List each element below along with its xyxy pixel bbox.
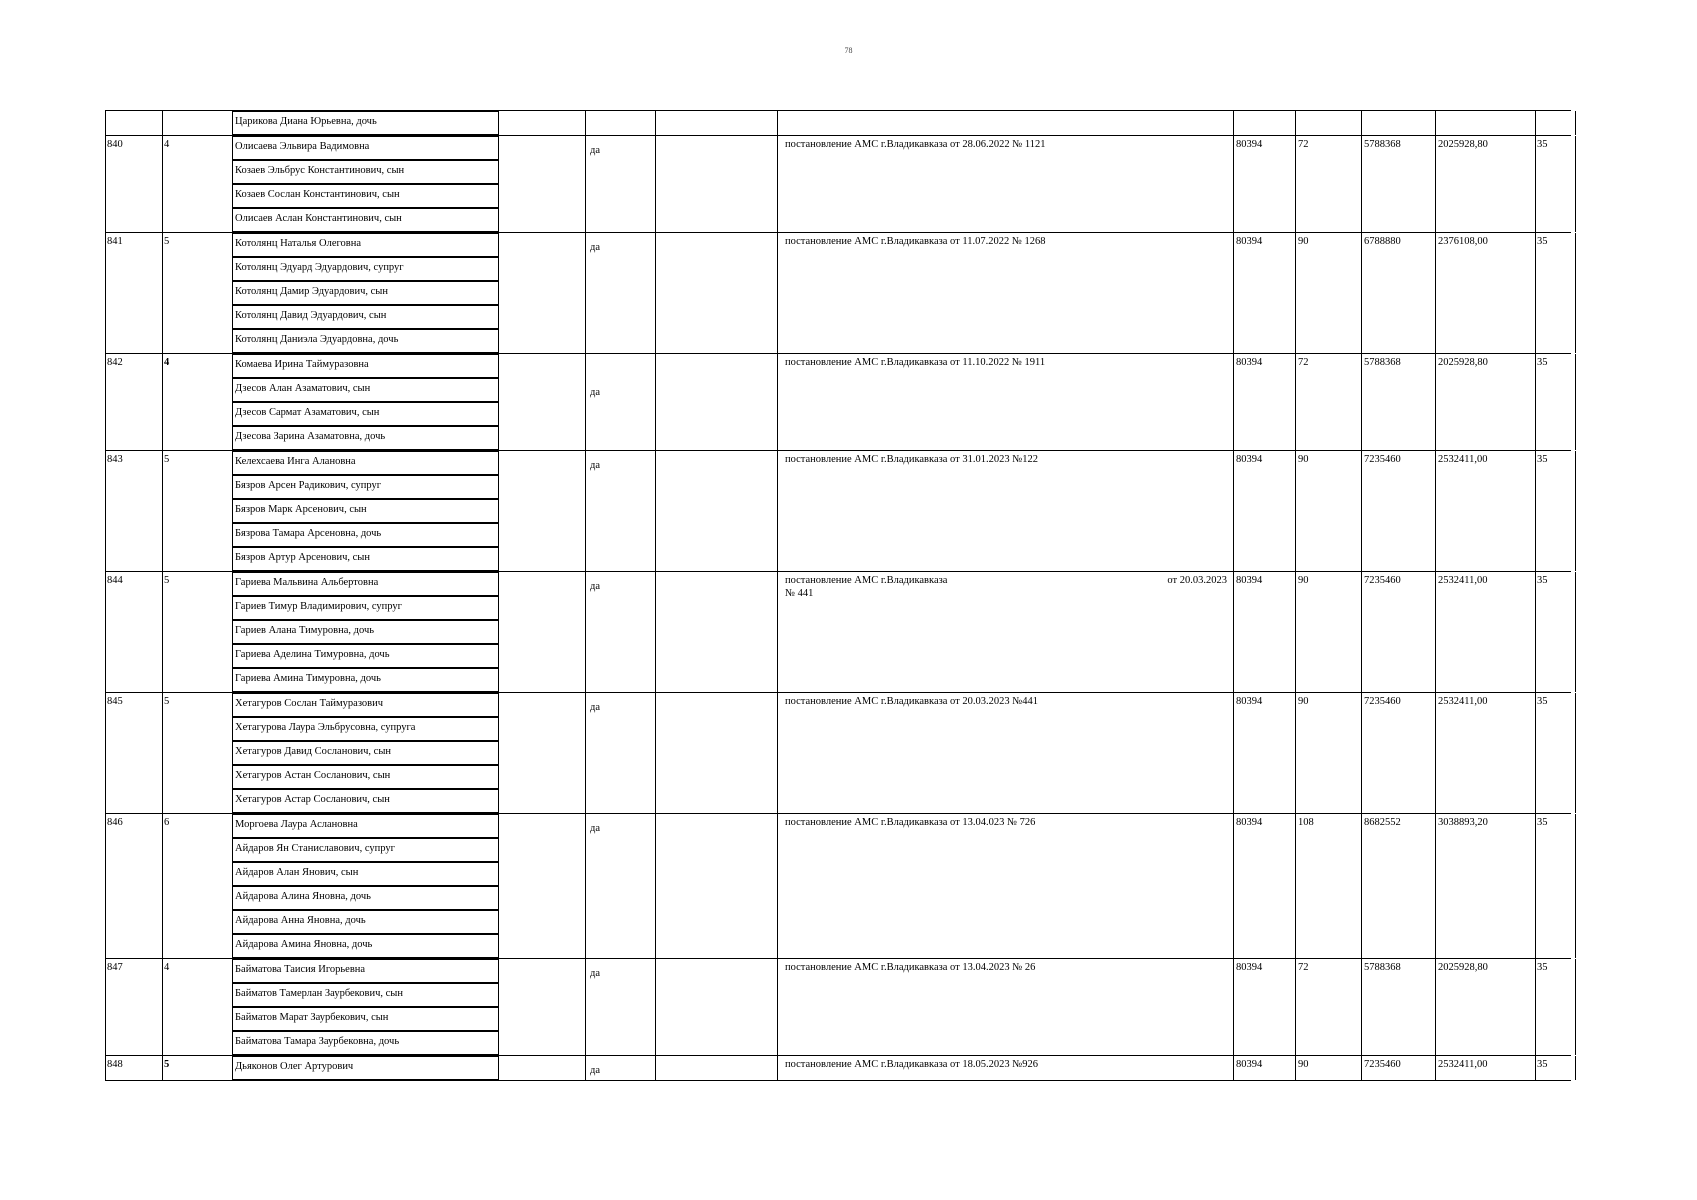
cadastral-code: 80394 — [1236, 1059, 1263, 1070]
area-sqm: 72 — [1298, 357, 1309, 368]
subsidy-amount: 2532411,00 — [1438, 696, 1488, 707]
eligibility-flag: да — [590, 145, 601, 156]
family-member: Байматов Тамерлан Заурбекович, сын — [232, 983, 499, 1007]
family-member: Байматова Тамара Заурбековна, дочь — [232, 1031, 499, 1055]
eligibility-flag: да — [590, 1065, 601, 1076]
row-number: 841 — [107, 236, 123, 247]
column-divider — [1435, 572, 1436, 692]
column-divider — [1435, 233, 1436, 353]
table-row — [105, 692, 1571, 813]
family-member: Дзесова Зарина Азаматовна, дочь — [232, 426, 499, 450]
total-cost: 5788368 — [1364, 357, 1401, 368]
column-divider — [1295, 572, 1296, 692]
family-member: Котолянц Наталья Олеговна — [232, 233, 499, 257]
area-sqm: 90 — [1298, 236, 1309, 247]
row-number: 845 — [107, 696, 123, 707]
column-divider — [1435, 693, 1436, 813]
family-member: Котолянц Эдуард Эдуардович, супруг — [232, 257, 499, 281]
family-size: 5 — [164, 236, 170, 247]
column-divider — [777, 451, 778, 571]
family-size: 4 — [164, 357, 170, 368]
family-size: 5 — [164, 696, 170, 707]
subsidy-amount: 2025928,80 — [1438, 962, 1488, 973]
cadastral-code: 80394 — [1236, 357, 1263, 368]
family-member: Комаева Ирина Таймуразовна — [232, 354, 499, 378]
column-divider — [777, 111, 778, 135]
row-number: 844 — [107, 575, 123, 586]
subsidy-amount: 2532411,00 — [1438, 1059, 1488, 1070]
column-divider — [105, 233, 106, 353]
column-divider — [1233, 959, 1234, 1055]
column-divider — [1435, 136, 1436, 232]
percent: 35 — [1537, 139, 1548, 150]
resolution-text — [785, 693, 1227, 708]
subsidy-amount: 2376108,00 — [1438, 236, 1488, 247]
family-member: Хетагуров Сослан Таймуразович — [232, 693, 499, 717]
column-divider — [1435, 451, 1436, 571]
eligibility-flag: да — [590, 242, 601, 253]
subsidy-amount: 2025928,80 — [1438, 357, 1488, 368]
total-cost: 8682552 — [1364, 817, 1401, 828]
column-divider — [1575, 1056, 1576, 1080]
subsidy-amount: 2532411,00 — [1438, 575, 1488, 586]
percent: 35 — [1537, 962, 1548, 973]
percent: 35 — [1537, 1059, 1548, 1070]
percent: 35 — [1537, 817, 1548, 828]
table-row — [105, 450, 1571, 571]
resolution-text — [785, 451, 1227, 466]
column-divider — [1361, 233, 1362, 353]
column-divider — [777, 693, 778, 813]
column-divider — [1575, 451, 1576, 571]
resolution-main: постановление АМС г.Владикавказа от 13.04.2023 № 26 — [785, 962, 1036, 973]
subsidy-amount: 2025928,80 — [1438, 139, 1488, 150]
family-member: Котолянц Дамир Эдуардович, сын — [232, 281, 499, 305]
column-divider — [1295, 959, 1296, 1055]
resolution-text — [785, 111, 1227, 113]
column-divider — [1575, 354, 1576, 450]
percent: 35 — [1537, 357, 1548, 368]
column-divider — [585, 111, 586, 135]
column-divider — [162, 1056, 163, 1080]
column-divider — [1535, 111, 1536, 135]
resolution-main: постановление АМС г.Владикавказа от 11.10.2022 № 1911 — [785, 357, 1046, 368]
area-sqm: 72 — [1298, 962, 1309, 973]
family-member: Хетагурова Лаура Эльбрусовна, супруга — [232, 717, 499, 741]
area-sqm: 90 — [1298, 696, 1309, 707]
family-member: Бязрова Тамара Арсеновна, дочь — [232, 523, 499, 547]
column-divider — [1535, 354, 1536, 450]
row-number: 846 — [107, 817, 123, 828]
column-divider — [1361, 572, 1362, 692]
resolution-text — [785, 814, 1227, 829]
family-member: Дзесов Алан Азаматович, сын — [232, 378, 499, 402]
eligibility-flag: да — [590, 823, 601, 834]
resolution-main: постановление АМС г.Владикавказа от 20.03.2023 №441 — [785, 696, 1039, 707]
total-cost: 5788368 — [1364, 962, 1401, 973]
column-divider — [777, 136, 778, 232]
column-divider — [1295, 354, 1296, 450]
family-member: Олисаев Аслан Константинович, сын — [232, 208, 499, 232]
table-row — [105, 958, 1571, 1055]
family-member: Хетагуров Давид Сосланович, сын — [232, 741, 499, 765]
column-divider — [1295, 693, 1296, 813]
family-member: Дзесов Сармат Азаматович, сын — [232, 402, 499, 426]
resolution-main: постановление АМС г.Владикавказа от 11.07.2022 № 1268 — [785, 236, 1046, 247]
column-divider — [777, 233, 778, 353]
family-member: Гариев Тимур Владимирович, супруг — [232, 596, 499, 620]
cadastral-code: 80394 — [1236, 575, 1263, 586]
column-divider — [655, 354, 656, 450]
table-row — [105, 1055, 1571, 1081]
column-divider — [585, 1056, 586, 1080]
cadastral-code: 80394 — [1236, 139, 1263, 150]
family-member: Гариева Мальвина Альбертовна — [232, 572, 499, 596]
column-divider — [1535, 693, 1536, 813]
area-sqm: 72 — [1298, 139, 1309, 150]
column-divider — [655, 233, 656, 353]
row-number: 848 — [107, 1059, 123, 1070]
column-divider — [655, 959, 656, 1055]
resolution-text — [785, 572, 1227, 600]
resolution-main: постановление АМС г.Владикавказа от 31.01.2023 №122 — [785, 454, 1039, 465]
column-divider — [1295, 233, 1296, 353]
column-divider — [1361, 814, 1362, 958]
resolution-date: от 20.03.2023 — [1167, 575, 1227, 586]
column-divider — [105, 111, 106, 135]
area-sqm: 90 — [1298, 575, 1309, 586]
subsidy-amount: 2532411,00 — [1438, 454, 1488, 465]
table-row — [105, 353, 1571, 450]
cadastral-code: 80394 — [1236, 454, 1263, 465]
cadastral-code: 80394 — [1236, 696, 1263, 707]
column-divider — [777, 572, 778, 692]
subsidy-amount: 3038893,20 — [1438, 817, 1488, 828]
column-divider — [162, 451, 163, 571]
family-size: 6 — [164, 817, 170, 828]
column-divider — [777, 354, 778, 450]
column-divider — [1233, 814, 1234, 958]
column-divider — [105, 814, 106, 958]
column-divider — [1361, 959, 1362, 1055]
area-sqm: 90 — [1298, 1059, 1309, 1070]
column-divider — [1233, 111, 1234, 135]
resolution-text — [785, 233, 1227, 248]
column-divider — [1295, 451, 1296, 571]
family-member: Гариева Амина Тимуровна, дочь — [232, 668, 499, 692]
column-divider — [1361, 451, 1362, 571]
column-divider — [162, 814, 163, 958]
resolution-main: постановление АМС г.Владикавказа от 28.06.2022 № 1121 — [785, 139, 1046, 150]
column-divider — [1575, 572, 1576, 692]
column-divider — [1233, 572, 1234, 692]
column-divider — [1295, 814, 1296, 958]
cadastral-code: 80394 — [1236, 236, 1263, 247]
family-member: Айдарова Алина Яновна, дочь — [232, 886, 499, 910]
column-divider — [585, 136, 586, 232]
column-divider — [585, 814, 586, 958]
column-divider — [1535, 1056, 1536, 1080]
column-divider — [105, 136, 106, 232]
family-member: Айдаров Ян Станиславович, супруг — [232, 838, 499, 862]
row-number: 842 — [107, 357, 123, 368]
column-divider — [1575, 814, 1576, 958]
family-member: Байматова Таисия Игорьевна — [232, 959, 499, 983]
resolution-text — [785, 1056, 1227, 1071]
column-divider — [1295, 136, 1296, 232]
column-divider — [655, 693, 656, 813]
family-size: 5 — [164, 575, 170, 586]
percent: 35 — [1537, 696, 1548, 707]
column-divider — [1233, 136, 1234, 232]
family-member: Царикова Диана Юрьевна, дочь — [232, 111, 499, 135]
resolution-text — [785, 136, 1227, 151]
column-divider — [1535, 959, 1536, 1055]
resolution-text — [785, 354, 1227, 369]
resolution-main: постановление АМС г.Владикавказа от 13.04.023 № 726 — [785, 817, 1036, 828]
table-row — [105, 135, 1571, 232]
cadastral-code: 80394 — [1236, 817, 1263, 828]
family-member: Бязров Арсен Радикович, супруг — [232, 475, 499, 499]
column-divider — [777, 1056, 778, 1080]
eligibility-flag: да — [590, 702, 601, 713]
family-size: 4 — [164, 962, 170, 973]
resolution-text — [785, 959, 1227, 974]
family-member: Байматов Марат Заурбекович, сын — [232, 1007, 499, 1031]
column-divider — [1233, 693, 1234, 813]
family-member: Бязров Марк Арсенович, сын — [232, 499, 499, 523]
family-member: Айдарова Амина Яновна, дочь — [232, 934, 499, 958]
column-divider — [1535, 451, 1536, 571]
column-divider — [585, 959, 586, 1055]
column-divider — [1361, 111, 1362, 135]
column-divider — [105, 1056, 106, 1080]
column-divider — [105, 572, 106, 692]
family-member: Айдаров Алан Янович, сын — [232, 862, 499, 886]
percent: 35 — [1537, 575, 1548, 586]
total-cost: 7235460 — [1364, 1059, 1401, 1070]
column-divider — [1575, 959, 1576, 1055]
total-cost: 6788880 — [1364, 236, 1401, 247]
family-member: Козаев Эльбрус Константинович, сын — [232, 160, 499, 184]
family-member: Бязров Артур Арсенович, сын — [232, 547, 499, 571]
column-divider — [655, 111, 656, 135]
family-size: 5 — [164, 1059, 170, 1070]
family-size: 4 — [164, 139, 170, 150]
column-divider — [162, 354, 163, 450]
column-divider — [1361, 136, 1362, 232]
percent: 35 — [1537, 236, 1548, 247]
family-member: Козаев Сослан Константинович, сын — [232, 184, 499, 208]
family-size: 5 — [164, 454, 170, 465]
column-divider — [1435, 354, 1436, 450]
column-divider — [105, 451, 106, 571]
column-divider — [162, 233, 163, 353]
table-row — [105, 110, 1571, 135]
column-divider — [1233, 451, 1234, 571]
column-divider — [162, 959, 163, 1055]
column-divider — [105, 959, 106, 1055]
column-divider — [162, 136, 163, 232]
column-divider — [162, 572, 163, 692]
total-cost: 5788368 — [1364, 139, 1401, 150]
percent: 35 — [1537, 454, 1548, 465]
family-member: Котолянц Давид Эдуардович, сын — [232, 305, 499, 329]
column-divider — [1575, 111, 1576, 135]
eligibility-flag: да — [590, 460, 601, 471]
family-member: Хетагуров Астан Сосланович, сын — [232, 765, 499, 789]
column-divider — [655, 572, 656, 692]
column-divider — [1535, 572, 1536, 692]
family-member: Котолянц Даниэла Эдуардовна, дочь — [232, 329, 499, 353]
column-divider — [585, 572, 586, 692]
column-divider — [655, 814, 656, 958]
column-divider — [1233, 354, 1234, 450]
column-divider — [1233, 233, 1234, 353]
cadastral-code: 80394 — [1236, 962, 1263, 973]
column-divider — [585, 693, 586, 813]
column-divider — [1575, 233, 1576, 353]
eligibility-flag: да — [590, 968, 601, 979]
column-divider — [1435, 1056, 1436, 1080]
column-divider — [105, 693, 106, 813]
column-divider — [655, 451, 656, 571]
column-divider — [1361, 1056, 1362, 1080]
column-divider — [1435, 814, 1436, 958]
column-divider — [1435, 111, 1436, 135]
column-divider — [1535, 814, 1536, 958]
total-cost: 7235460 — [1364, 696, 1401, 707]
family-member: Хетагуров Астар Сосланович, сын — [232, 789, 499, 813]
housing-registry-table — [105, 110, 1571, 1081]
eligibility-flag: да — [590, 387, 601, 398]
column-divider — [162, 111, 163, 135]
family-member: Айдарова Анна Яновна, дочь — [232, 910, 499, 934]
family-member: Моргоева Лаура Аслановна — [232, 814, 499, 838]
resolution-number: № 441 — [785, 588, 814, 599]
table-row — [105, 232, 1571, 353]
area-sqm: 90 — [1298, 454, 1309, 465]
row-number: 840 — [107, 139, 123, 150]
total-cost: 7235460 — [1364, 575, 1401, 586]
column-divider — [585, 354, 586, 450]
column-divider — [1233, 1056, 1234, 1080]
column-divider — [1535, 136, 1536, 232]
family-member: Олисаева Эльвира Вадимовна — [232, 136, 499, 160]
column-divider — [585, 233, 586, 353]
area-sqm: 108 — [1298, 817, 1314, 828]
eligibility-flag: да — [590, 581, 601, 592]
column-divider — [1575, 693, 1576, 813]
family-member: Гариева Аделина Тимуровна, дочь — [232, 644, 499, 668]
column-divider — [777, 959, 778, 1055]
resolution-main: постановление АМС г.Владикавказа — [785, 575, 948, 586]
column-divider — [1435, 959, 1436, 1055]
family-member: Келехсаева Инга Алановна — [232, 451, 499, 475]
column-divider — [1295, 111, 1296, 135]
total-cost: 7235460 — [1364, 454, 1401, 465]
column-divider — [162, 693, 163, 813]
column-divider — [655, 1056, 656, 1080]
row-number: 843 — [107, 454, 123, 465]
column-divider — [1361, 693, 1362, 813]
column-divider — [655, 136, 656, 232]
table-row — [105, 571, 1571, 692]
column-divider — [1361, 354, 1362, 450]
column-divider — [105, 354, 106, 450]
row-number: 847 — [107, 962, 123, 973]
column-divider — [1295, 1056, 1296, 1080]
column-divider — [585, 451, 586, 571]
column-divider — [1535, 233, 1536, 353]
table-row — [105, 813, 1571, 958]
page-number: 78 — [844, 46, 853, 55]
family-member: Гариев Алана Тимуровна, дочь — [232, 620, 499, 644]
column-divider — [1575, 136, 1576, 232]
family-member: Дьяконов Олег Артурович — [232, 1056, 499, 1080]
column-divider — [777, 814, 778, 958]
resolution-main: постановление АМС г.Владикавказа от 18.05.2023 №926 — [785, 1059, 1039, 1070]
